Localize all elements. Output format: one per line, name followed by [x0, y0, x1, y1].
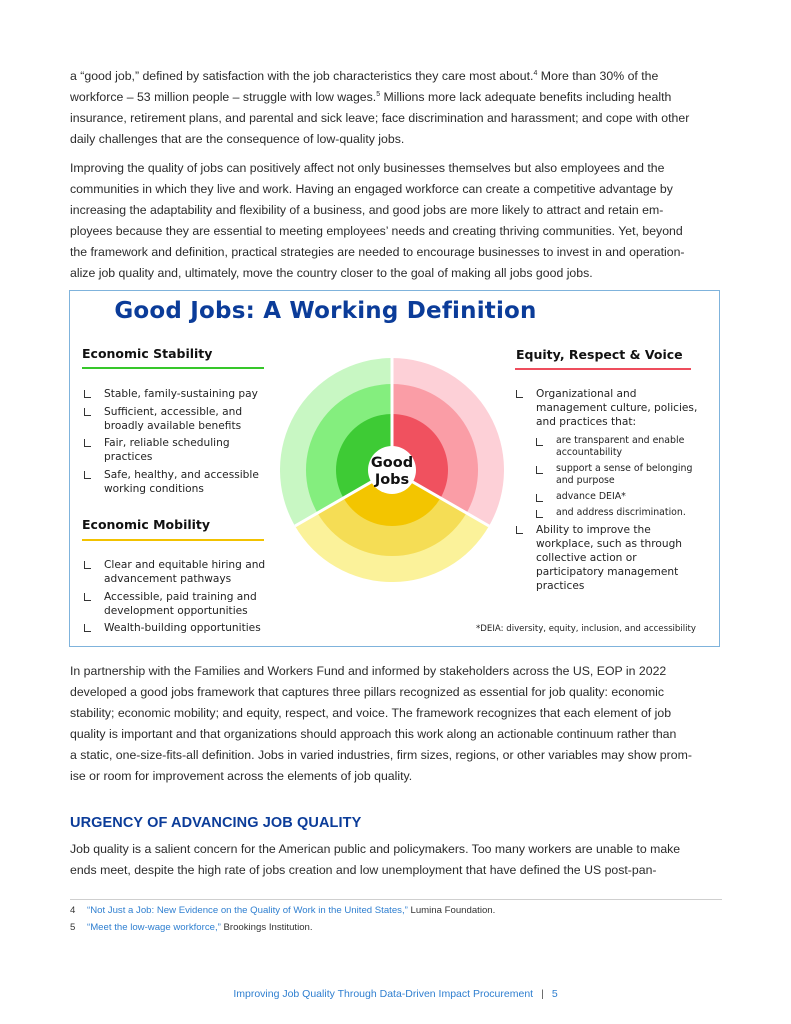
text-line: In partnership with the Families and Workers Fund and informed by stakeholders across the US, EOP in 2022	[70, 664, 667, 678]
list-item: Organizational and management culture, policies, and practices that: are transparent and enable accountability support a sense of belonging and purpose advance DEIA* and address discrimination.	[516, 387, 704, 519]
deia-footnote: *DEIA: diversity, equity, inclusion, and accessibility	[476, 624, 697, 634]
text-line: increasing the adaptability and flexibility of a business, and good jobs are more likely to attract and retain em-	[70, 203, 664, 217]
text-line: stability; economic mobility; and equity, respect, and voice. The framework recognizes that each element of job	[70, 706, 672, 720]
section-heading: URGENCY OF ADVANCING JOB QUALITY	[70, 815, 362, 831]
list-item: Sufficient, accessible, and broadly available benefits	[84, 405, 274, 433]
checkbox-icon	[536, 494, 543, 502]
center-label-line1: Good	[370, 455, 414, 471]
checkbox-icon	[516, 526, 523, 534]
text-line: insurance, retirement plans, and parental and sick leave; face discrimination and harassment; and cope with other	[70, 111, 690, 125]
checkbox-icon	[516, 390, 523, 398]
page-footer	[0, 988, 791, 1000]
page-number: 5	[551, 988, 558, 1000]
list-item: Ability to improve the workplace, such as through collective action or participatory management practices	[516, 523, 704, 593]
body-paragraph-4	[70, 839, 722, 881]
sub-list-item: support a sense of belonging and purpose	[536, 463, 704, 487]
economic-mobility-title: Economic Mobility	[82, 517, 211, 532]
text-line: ends meet, despite the high rate of jobs creation and low unemployment that have defined the US post-pan-	[70, 863, 657, 877]
text-line: workforce – 53 million people – struggle with low wages.	[70, 90, 377, 104]
text-line: Improving the quality of jobs can positively affect not only businesses themselves but also employees and the	[70, 161, 665, 175]
footnote-ref-5[interactable]: 5	[376, 90, 381, 98]
text-line: daily challenges that are the consequence of low-quality jobs.	[70, 132, 405, 146]
equity-rule	[515, 368, 691, 370]
text-line: communities in which they live and work. Having an engaged workforce can create a competitive advantage by	[70, 182, 673, 196]
footnote-4-link[interactable]: “Not Just a Job: New Evidence on the Quality of Work in the United States,”	[87, 905, 408, 916]
economic-stability-list	[84, 387, 274, 499]
checkbox-icon	[84, 439, 91, 447]
list-item: Clear and equitable hiring and advancement pathways	[84, 558, 274, 586]
economic-mobility-list	[84, 558, 274, 639]
sub-list-item: are transparent and enable accountability	[536, 435, 704, 459]
center-label-line2: Jobs	[374, 472, 410, 488]
footer-title: Improving Job Quality Through Data-Driven Impact Procurement	[233, 988, 534, 1000]
checkbox-icon	[84, 624, 91, 632]
footer-separator: |	[541, 988, 544, 1000]
equity-list	[516, 387, 704, 597]
body-paragraph-2	[70, 158, 722, 284]
checkbox-icon	[536, 438, 543, 446]
text-line: ployees because they are essential to meeting employees’ needs and creating thriving communities. Yet, beyond	[70, 224, 683, 238]
body-paragraph-1	[70, 66, 722, 150]
footnote-4: 4 “Not Just a Job: New Evidence on the Quality of Work in the United States,” Lumina Foundation.	[70, 905, 496, 916]
text-line: quality is important and that organizations should approach this work along an actionable continuum rather than	[70, 727, 677, 741]
text-line: the framework and definition, practical strategies are needed to encourage businesses to invest in and operation-	[70, 245, 685, 259]
checkbox-icon	[536, 466, 543, 474]
list-item: Fair, reliable scheduling practices	[84, 436, 274, 464]
checkbox-icon	[84, 390, 91, 398]
good-jobs-wheel-diagram	[280, 358, 504, 582]
checkbox-icon	[84, 471, 91, 479]
text-line: ise or room for improvement across the elements of job quality.	[70, 769, 413, 783]
equity-sub-list	[536, 435, 704, 519]
economic-stability-title: Economic Stability	[82, 346, 213, 361]
sub-list-item: advance DEIA*	[536, 491, 704, 503]
list-item: Stable, family-sustaining pay	[84, 387, 274, 401]
text-line: alize job quality and, ultimately, move the country closer to the goal of making all jobs good jobs.	[70, 266, 593, 280]
economic-stability-rule	[82, 367, 264, 369]
checkbox-icon	[84, 561, 91, 569]
list-item: Safe, healthy, and accessible working conditions	[84, 468, 274, 496]
body-paragraph-3	[70, 661, 722, 787]
list-item: Accessible, paid training and development opportunities	[84, 590, 274, 618]
footnote-5-link[interactable]: “Meet the low-wage workforce,”	[87, 922, 221, 933]
text-line: Job quality is a salient concern for the American public and policymakers. Too many workers are unable to make	[70, 842, 681, 856]
list-item: Wealth-building opportunities	[84, 621, 274, 635]
text-line: a static, one-size-fits-all definition. Jobs in varied industries, firm sizes, regions, or other variables may show prom-	[70, 748, 692, 762]
text-line: developed a good jobs framework that captures three pillars recognized as essential for job quality: economic	[70, 685, 664, 699]
equity-respect-voice-title: Equity, Respect & Voice	[516, 347, 683, 362]
text-line: More than 30% of the	[537, 69, 659, 83]
panel-title: Good Jobs: A Working Definition	[114, 298, 537, 324]
checkbox-icon	[84, 408, 91, 416]
footnote-ref-4[interactable]: 4	[533, 69, 538, 77]
sub-list-item: and address discrimination.	[536, 507, 704, 519]
checkbox-icon	[536, 510, 543, 518]
economic-mobility-rule	[82, 539, 264, 541]
text-line: a “good job,” defined by satisfaction with the job characteristics they care most about.	[70, 69, 534, 83]
footnote-divider	[70, 899, 722, 900]
footnote-5: 5 “Meet the low-wage workforce,” Brookings Institution.	[70, 922, 313, 933]
checkbox-icon	[84, 593, 91, 601]
text-line: Millions more lack adequate benefits including health	[380, 90, 672, 104]
